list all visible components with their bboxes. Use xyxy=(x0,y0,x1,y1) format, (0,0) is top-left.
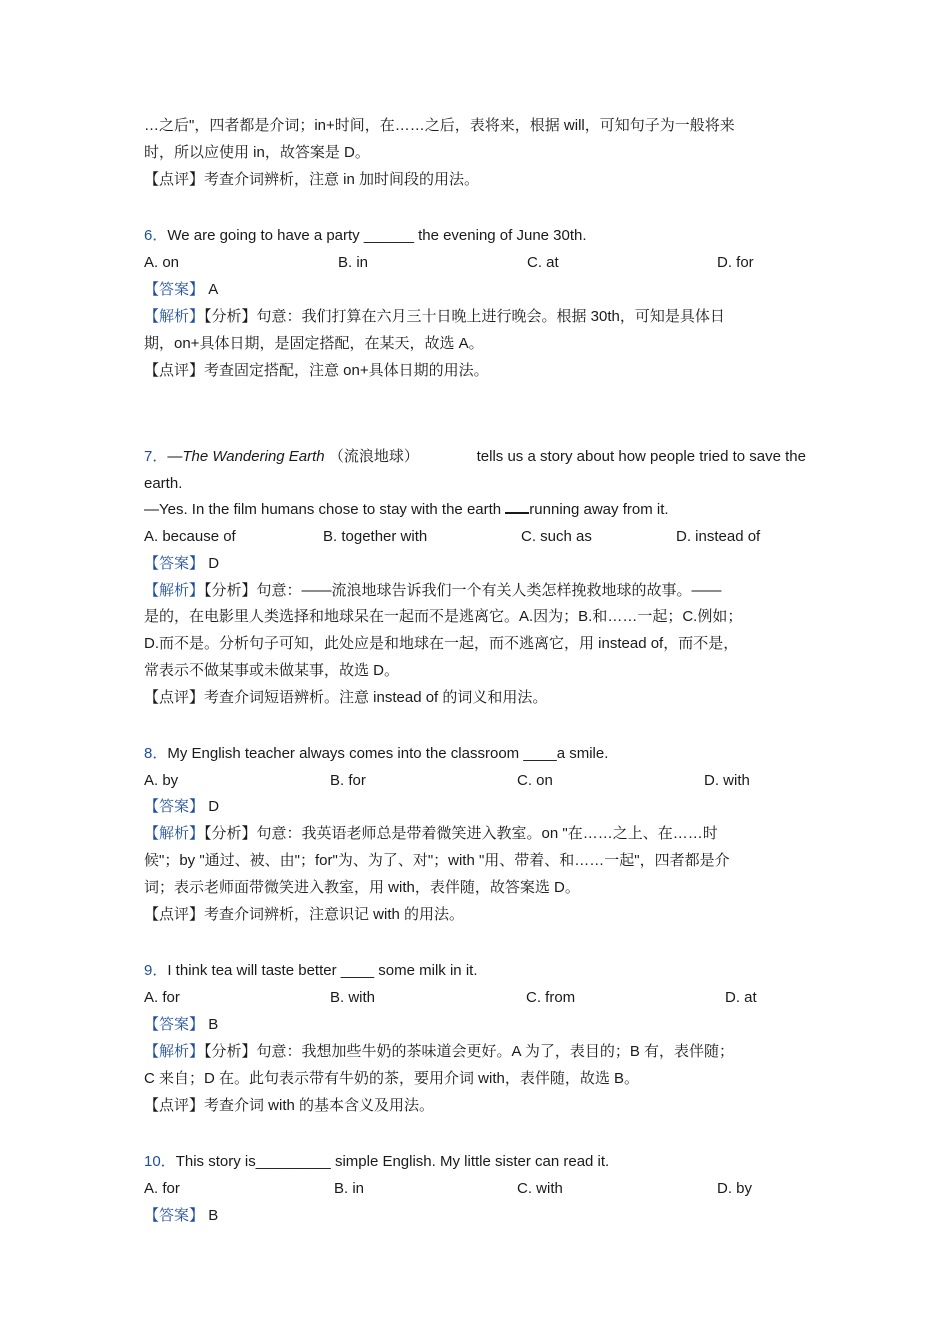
answer-line xyxy=(144,554,219,574)
answer-line xyxy=(144,280,218,300)
option-b: B. for xyxy=(330,772,366,789)
analysis-line: D.而不是。分析句子可知，此处应是和地球在一起，而不逃离它，用 instead of，而不是， xyxy=(144,635,739,652)
option-c: C. on xyxy=(517,772,553,789)
option-c: C. at xyxy=(527,254,559,271)
comment-line: 【点评】考查介词辨析，注意识记 with 的用法。 xyxy=(144,906,465,923)
question-text: I think tea will taste better ____ some milk in it. xyxy=(167,962,478,979)
prev-analysis-line1: …之后"，四者都是介词；in+时间，在……之后，表将来，根据 will，可知句子为一般将来 xyxy=(144,117,735,134)
analysis-line xyxy=(144,824,718,844)
answer-line xyxy=(144,797,219,817)
analysis-line: 词；表示老师面带微笑进入教室，用 with，表伴随，故答案选 D。 xyxy=(144,879,580,896)
option-b: B. together with xyxy=(323,528,428,545)
analysis-tag: 【解析】 xyxy=(144,582,205,599)
analysis-line xyxy=(144,307,725,327)
analysis-line: C 来自；D 在。此句表示带有牛奶的茶，要用介词 with，表伴随，故选 B。 xyxy=(144,1070,640,1087)
answer-value: A xyxy=(208,281,219,298)
comment-line: 【点评】考查介词 with 的基本含义及用法。 xyxy=(144,1097,435,1114)
option-d: D. by xyxy=(717,1180,753,1197)
answer-value: B xyxy=(208,1016,219,1033)
option-a: A. because of xyxy=(144,528,236,545)
analysis-text: 【分析】句意：我英语老师总是带着微笑进入教室。on "在……之上、在……时 xyxy=(204,825,718,842)
comment-line: 【点评】考查介词短语辨析。注意 instead of 的词义和用法。 xyxy=(144,689,548,706)
question-number: 10． xyxy=(144,1153,176,1170)
question-10 xyxy=(144,1152,609,1172)
option-d: D. instead of xyxy=(676,528,761,545)
analysis-line: 候"；by "通过、被、由"；for"为、为了、对"；with "用、带着、和……一起"，四者都是介 xyxy=(144,852,730,869)
answer-value: B xyxy=(208,1207,219,1224)
option-b: B. with xyxy=(330,989,376,1006)
answer-value: D xyxy=(208,555,220,572)
analysis-tag: 【解析】 xyxy=(144,825,205,842)
option-a: A. for xyxy=(144,1180,180,1197)
question-text-line2: earth. xyxy=(144,475,183,492)
analysis-line xyxy=(144,581,722,601)
question-dash: — xyxy=(167,448,183,465)
analysis-text: 【分析】句意：——流浪地球告诉我们一个有关人类怎样挽救地球的故事。—— xyxy=(204,582,722,599)
prev-analysis-line2: 时，所以应使用 in，故答案是 D。 xyxy=(144,144,370,161)
option-d: D. at xyxy=(725,989,757,1006)
option-a: A. for xyxy=(144,989,180,1006)
answer-tag: 【答案】 xyxy=(144,1016,205,1033)
prev-comment: 【点评】考查介词辨析，注意 in 加时间段的用法。 xyxy=(144,171,480,188)
question-text: tells us a story about how people tried to save the xyxy=(476,448,806,465)
question-number: 9． xyxy=(144,962,168,979)
analysis-line xyxy=(144,1042,734,1062)
analysis-line: 是的，在电影里人类选择和地球呆在一起而不是逃离它。A.因为；B.和……一起；C.例如； xyxy=(144,608,743,625)
question-number: 7． xyxy=(144,448,168,465)
answer-value: D xyxy=(208,798,220,815)
answer-tag: 【答案】 xyxy=(144,555,205,572)
answer-line xyxy=(144,1015,218,1035)
answer-blank xyxy=(505,500,529,514)
analysis-text: 【分析】句意：我们打算在六月三十日晚上进行晚会。根据 30th，可知是具体日 xyxy=(204,308,725,325)
question-text: This story is_________ simple English. My little sister can read it. xyxy=(175,1153,610,1170)
option-d: D. with xyxy=(704,772,750,789)
option-a: A. by xyxy=(144,772,179,789)
question-text: My English teacher always comes into the classroom ____a smile. xyxy=(167,745,609,762)
option-d: D. for xyxy=(717,254,754,271)
question-9 xyxy=(144,961,477,981)
question-text: We are going to have a party ______ the evening of June 30th. xyxy=(167,227,587,244)
option-a: A. on xyxy=(144,254,180,271)
film-title: The Wandering Earth xyxy=(182,448,325,465)
option-b: B. in xyxy=(338,254,369,271)
answer-tag: 【答案】 xyxy=(144,798,205,815)
analysis-tag: 【解析】 xyxy=(144,308,205,325)
question-number: 6． xyxy=(144,227,168,244)
analysis-text: 【分析】句意：我想加些牛奶的茶味道会更好。A 为了，表目的；B 有，表伴随； xyxy=(204,1043,735,1060)
answer-tag: 【答案】 xyxy=(144,281,205,298)
analysis-line: 常表示不做某事或未做某事，故选 D。 xyxy=(144,662,400,679)
comment-line: 【点评】考查固定搭配，注意 on+具体日期的用法。 xyxy=(144,362,489,379)
analysis-tag: 【解析】 xyxy=(144,1043,205,1060)
film-title-chinese: （流浪地球） xyxy=(328,448,419,465)
analysis-line: 期，on+具体日期，是固定搭配，在某天，故选 A。 xyxy=(144,335,484,352)
question-7 xyxy=(144,447,806,467)
question-text-line3: —Yes. In the film humans chose to stay with the earth running away from it. xyxy=(144,501,669,518)
option-c: C. such as xyxy=(521,528,592,545)
answer-line xyxy=(144,1206,218,1226)
answer-tag: 【答案】 xyxy=(144,1207,205,1224)
option-c: C. with xyxy=(517,1180,563,1197)
option-c: C. from xyxy=(526,989,576,1006)
question-8 xyxy=(144,744,608,764)
question-6 xyxy=(144,226,587,246)
option-b: B. in xyxy=(334,1180,365,1197)
question-number: 8． xyxy=(144,745,168,762)
